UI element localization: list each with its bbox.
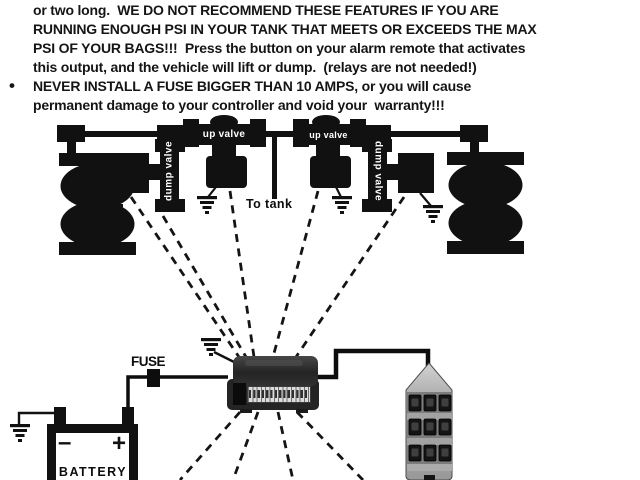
fuse-wire — [128, 377, 228, 408]
fuse-label: FUSE — [131, 354, 166, 369]
warning-line-2: RUNNING ENOUGH PSI IN YOUR TANK THAT MEETS OR EXCEEDS THE MAX — [33, 21, 537, 37]
battery-ground-wire — [19, 413, 57, 424]
switch-button — [424, 395, 436, 411]
switch-button — [409, 445, 421, 461]
solenoid-coil — [310, 156, 351, 188]
switch-button — [439, 419, 451, 435]
warning-line-6: permanent damage to your controller and void your warranty!!! — [33, 97, 445, 113]
controller-terminal-strip — [247, 386, 311, 403]
controller-lid-highlight — [245, 360, 303, 366]
signal-wire — [233, 412, 258, 480]
tee-fitting-left — [57, 125, 85, 142]
tee-fitting-right — [460, 125, 488, 142]
switchbox-notch — [424, 475, 435, 480]
air-line — [60, 131, 484, 137]
battery-minus-mark: – — [58, 429, 72, 456]
battery-plus-mark: + — [112, 430, 127, 457]
signal-wire — [278, 412, 293, 480]
controller-ground-wire — [214, 352, 236, 363]
bullet-marker: • — [9, 76, 15, 95]
switch-button — [439, 445, 451, 461]
controller-foot — [296, 409, 308, 413]
controller-foot — [240, 409, 252, 413]
signal-wire — [131, 197, 239, 357]
switchbox-separator — [407, 464, 452, 471]
ground-wire — [208, 187, 216, 197]
solenoid-coil — [113, 153, 149, 193]
signal-wire — [296, 197, 404, 357]
ground-symbol — [332, 196, 352, 214]
battery-post-positive — [122, 407, 134, 425]
warning-line-4: this output, and the vehicle will lift or dump. (relays are not needed!) — [33, 59, 477, 75]
bag-bellow — [61, 201, 135, 247]
up-valve-right — [293, 115, 366, 197]
terminal-row — [249, 390, 309, 398]
bag-bottom-plate — [447, 241, 524, 254]
ground-symbol — [423, 205, 443, 223]
signal-wires-down — [180, 412, 363, 480]
power-wire-right — [317, 351, 428, 377]
controller — [227, 356, 319, 413]
solenoid-coil — [206, 156, 247, 188]
bag-bellow — [449, 200, 523, 246]
ground-wire — [420, 193, 431, 206]
battery-label: BATTERY — [58, 465, 128, 479]
fuse-body — [147, 369, 160, 387]
signal-wire — [163, 216, 246, 357]
to-tank-label: To tank — [246, 197, 293, 211]
switch-button — [439, 395, 451, 411]
up-valve-left-label: up valve — [202, 129, 246, 140]
signal-wires-up — [131, 191, 404, 357]
switch-button — [409, 395, 421, 411]
switch-button — [424, 419, 436, 435]
solenoid-coil — [398, 153, 434, 193]
up-valve-right-label: up valve — [309, 130, 348, 140]
ground-wire — [336, 187, 341, 197]
warning-line-5: NEVER INSTALL A FUSE BIGGER THAN 10 AMPS, or you will cause — [33, 78, 472, 94]
ground-symbol — [197, 196, 217, 214]
signal-wire — [230, 191, 254, 357]
switch-button — [424, 445, 436, 461]
warning-line-3: PSI OF YOUR BAGS!!! Press the button on your alarm remote that activates — [33, 40, 526, 56]
up-valve-left — [183, 115, 266, 197]
battery-post-negative — [54, 407, 66, 425]
warning-line-1: or two long. WE DO NOT RECOMMEND THESE FEATURES IF YOU ARE — [33, 2, 499, 18]
to-tank-line — [272, 137, 277, 199]
signal-wire — [297, 412, 363, 480]
air-bag-right — [447, 142, 524, 254]
ground-symbol — [10, 424, 30, 442]
switchbox-separator — [407, 438, 452, 445]
bag-bottom-plate — [59, 242, 136, 255]
dump-valve-right-label: dump valve — [372, 140, 384, 202]
switch-button — [409, 419, 421, 435]
signal-wire — [180, 412, 240, 480]
switch-box — [406, 363, 452, 480]
dump-valve-left-label: dump valve — [163, 140, 175, 202]
controller-connector-block — [233, 383, 246, 405]
